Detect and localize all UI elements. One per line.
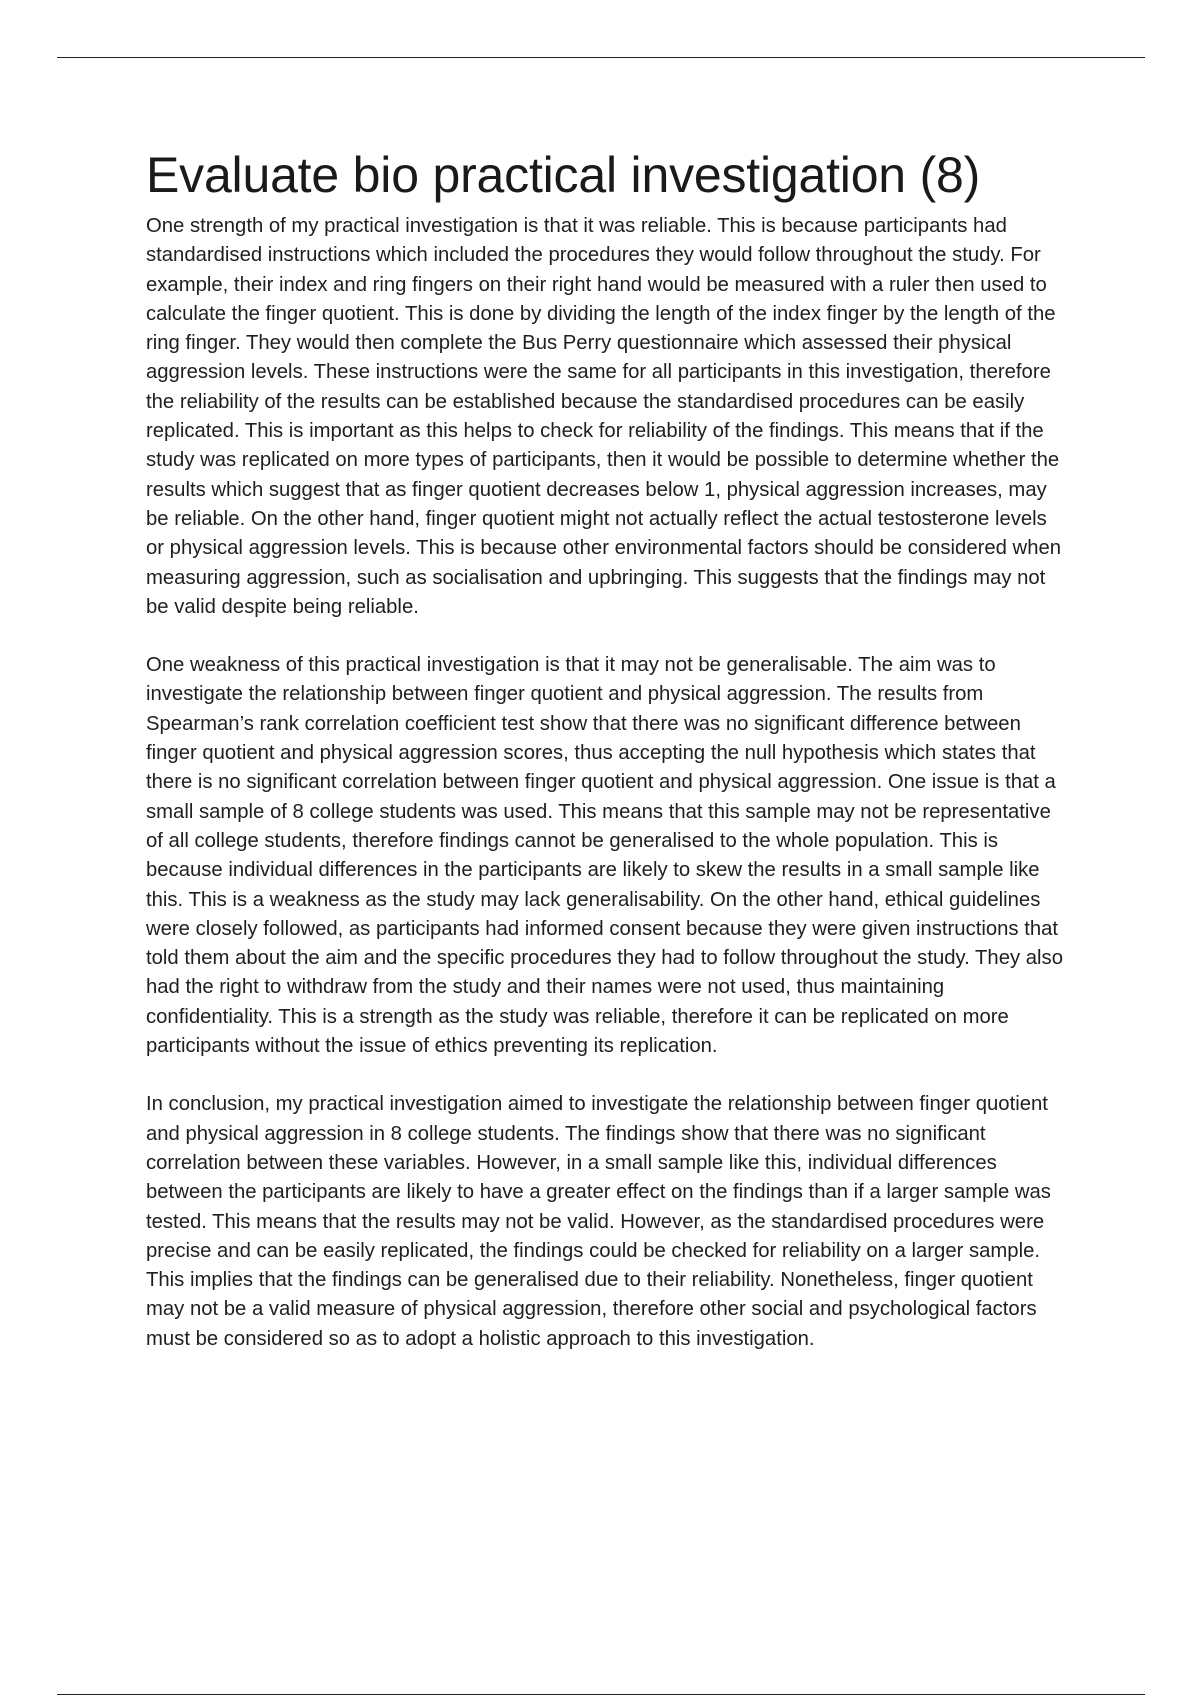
paragraph-weakness: One weakness of this practical investigation is that it may not be generalisable. The aim was to investigate the relationship between finger quotient and physical aggression. The results from Spearman’s rank correlation coefficient test show that there was no significant difference between finger quotient and physical aggression scores, thus accepting the null hypothesis which states that there is no significant correlation between finger quotient and physical aggression. One issue is that a small sample of 8 college students was used. This means that this sample may not be representative of all college students, therefore findings cannot be generalised to the whole population. This is because individual differences in the participants are likely to skew the results in a small sample like this. This is a weakness as the study may lack generalisability. On the other hand, ethical guidelines were closely followed, as participants had informed consent because they were given instructions that told them about the aim and the specific procedures they had to follow throughout the study. They also had the right to withdraw from the study and their names were not used, thus maintaining confidentiality. This is a strength as the study was reliable, therefore it can be replicated on more participants without the issue of ethics preventing its replication.: [146, 654, 1063, 1058]
paragraph-strength: One strength of my practical investigation is that it was reliable. This is because participants had standardised instructions which included the procedures they would follow throughout the study. For example, their index and ring fingers on their right hand would be measured with a ruler then used to calculate the finger quotient. This is done by dividing the length of the index finger by the length of the ring finger. They would then complete the Bus Perry questionnaire which assessed their physical aggression levels. These instructions were the same for all participants in this investigation, therefore the reliability of the results can be established because the standardised procedures can be easily replicated. This is important as this helps to check for reliability of the findings. This means that if the study was replicated on more types of participants, then it would be possible to determine whether the results which suggest that as finger quotient decreases below 1, physical aggression increases, may be reliable. On the other hand, finger quotient might not actually reflect the actual testosterone levels or physical aggression levels. This is because other environmental factors should be considered when measuring aggression, such as socialisation and upbringing. This suggests that the findings may not be valid despite being reliable.: [146, 215, 1062, 618]
document-title: Evaluate bio practical investigation (8): [146, 147, 981, 203]
top-divider: [57, 57, 1145, 58]
paragraph-conclusion: In conclusion, my practical investigation aimed to investigate the relationship between finger quotient and physical aggression in 8 college students. The findings show that there was no significant correlation between these variables. However, in a small sample like this, individual differences between the participants are likely to have a greater effect on the findings than if a larger sample was tested. This means that the results may not be valid. However, as the standardised procedures were precise and can be easily replicated, the findings could be checked for reliability on a larger sample. This implies that the findings can be generalised due to their reliability. Nonetheless, finger quotient may not be a valid measure of physical aggression, therefore other social and psychological factors must be considered so as to adopt a holistic approach to this investigation.: [146, 1093, 1051, 1350]
document-body: [146, 144, 1066, 1354]
bottom-divider: [57, 1694, 1145, 1695]
